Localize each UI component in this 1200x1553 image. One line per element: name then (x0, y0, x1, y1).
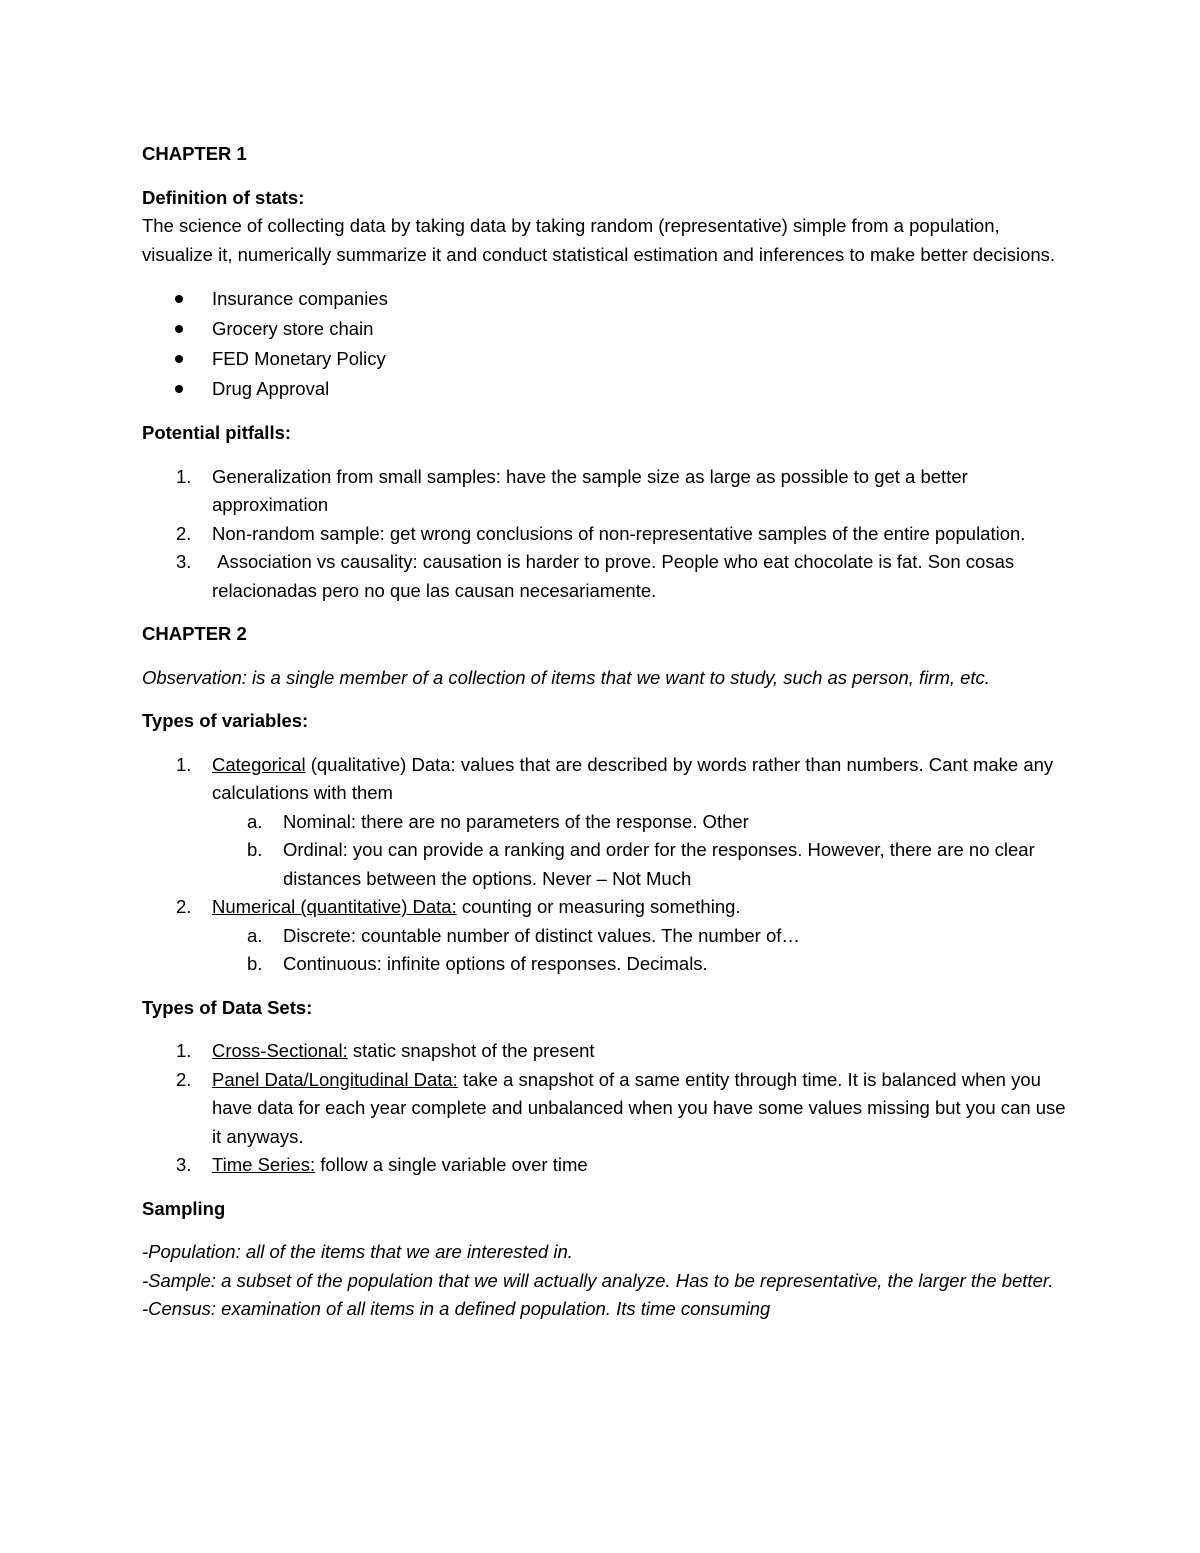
sub-list (212, 922, 1072, 979)
bullet-icon (175, 295, 183, 303)
list-item (142, 893, 1072, 979)
list-marker: 2. (176, 896, 192, 917)
sampling-line-sample: -Sample: a subset of the population that we will actually analyze. Has to be representative, the larger the better. (142, 1269, 1054, 1291)
list-item (142, 314, 1072, 344)
list-marker: 1. (176, 465, 192, 487)
list-marker: 3. (176, 551, 192, 572)
sampling-definitions (142, 1238, 1072, 1324)
list-item-text: Ordinal: you can provide a ranking and order for the responses. However, there are no clear distances between the options. Never – Not Much (283, 839, 1035, 889)
list-item-text: FED Monetary Policy (212, 348, 386, 369)
pitfalls-heading: Potential pitfalls: (142, 422, 292, 443)
list-item-text: Continuous: infinite options of responses. Decimals. (283, 953, 708, 974)
list-item (142, 1151, 1072, 1180)
list-item-text: Generalization from small samples: have the sample size as large as possible to get a better approximation (212, 465, 968, 515)
bullet-icon (175, 385, 183, 393)
sampling-line-census: -Census: examination of all items in a defined population. Its time consuming (142, 1298, 771, 1319)
list-marker: 1. (176, 1040, 192, 1061)
term-description: static snapshot of the present (347, 1040, 595, 1061)
list-marker: 3. (176, 1154, 192, 1175)
list-item-text: Association vs causality: causation is harder to prove. People who eat chocolate is fat. Son cosas relacionadas pero no que las causan necesariamente. (212, 551, 1020, 601)
term-description: follow a single variable over time (315, 1154, 588, 1175)
variables-list (142, 751, 1072, 979)
list-item-text: Discrete: countable number of distinct values. The number of… (283, 924, 800, 946)
list-marker: a. (247, 924, 263, 946)
list-marker: 2. (176, 522, 192, 544)
sampling-heading: Sampling (142, 1197, 226, 1219)
list-marker: b. (247, 839, 263, 860)
term-label: Categorical (212, 753, 306, 775)
chapter-1-heading: CHAPTER 1 (142, 143, 247, 164)
definition-text: The science of collecting data by taking data by taking random (representative) simple from a population, visualize it, numerically summarize it and conduct statistical estimation and inferences to make better decisions. (142, 215, 1056, 265)
examples-bullet-list (142, 284, 1072, 404)
datasets-list (142, 1037, 1072, 1180)
list-item (142, 548, 1072, 605)
bullet-icon (175, 325, 183, 333)
datasets-heading: Types of Data Sets: (142, 996, 313, 1018)
term-description: counting or measuring something. (456, 896, 741, 917)
list-item-text: Non-random sample: get wrong conclusions of non-representative samples of the entire population. (212, 522, 1026, 544)
variables-heading: Types of variables: (142, 710, 309, 731)
term-label: Cross-Sectional: (212, 1040, 348, 1061)
sampling-line-population: -Population: all of the items that we are interested in. (142, 1241, 573, 1262)
list-item (142, 284, 1072, 314)
list-item-text: Insurance companies (212, 288, 388, 309)
sub-list (212, 808, 1072, 894)
list-item-text: Drug Approval (212, 378, 330, 399)
sub-list-item (142, 922, 1072, 951)
sub-list-item (142, 808, 1072, 837)
list-marker: 2. (176, 1068, 192, 1090)
definition-heading: Definition of stats: (142, 186, 305, 208)
list-item (142, 374, 1072, 404)
list-marker: a. (247, 810, 263, 832)
sub-list-item (142, 950, 1072, 979)
term-label: Time Series: (212, 1154, 316, 1175)
list-marker: 1. (176, 753, 192, 775)
list-item (142, 520, 1072, 549)
list-item (142, 1037, 1072, 1066)
term-label: Numerical (quantitative) Data: (212, 896, 457, 917)
term-label: Panel Data/Longitudinal Data: (212, 1068, 458, 1090)
list-item (142, 344, 1072, 374)
list-item-text: Nominal: there are no parameters of the response. Other (283, 810, 749, 832)
document-page (142, 140, 1072, 1324)
list-marker: b. (247, 953, 263, 974)
pitfalls-list (142, 463, 1072, 606)
term-description: take a snapshot of a same entity through time. It is balanced when you have data for each year complete and unbalanced when you have some values missing but you can use it anyways. (212, 1068, 1071, 1147)
term-description: (qualitative) Data: values that are described by words rather than numbers. Cant make any calculations with them (212, 753, 1059, 803)
list-item (142, 751, 1072, 894)
list-item (142, 1066, 1072, 1152)
list-item (142, 463, 1072, 520)
sub-list-item (142, 836, 1072, 893)
chapter-2-heading: CHAPTER 2 (142, 623, 247, 644)
list-item-text: Grocery store chain (212, 318, 374, 339)
bullet-icon (175, 355, 183, 363)
observation-definition: Observation: is a single member of a collection of items that we want to study, such as person, firm, etc. (142, 666, 990, 688)
